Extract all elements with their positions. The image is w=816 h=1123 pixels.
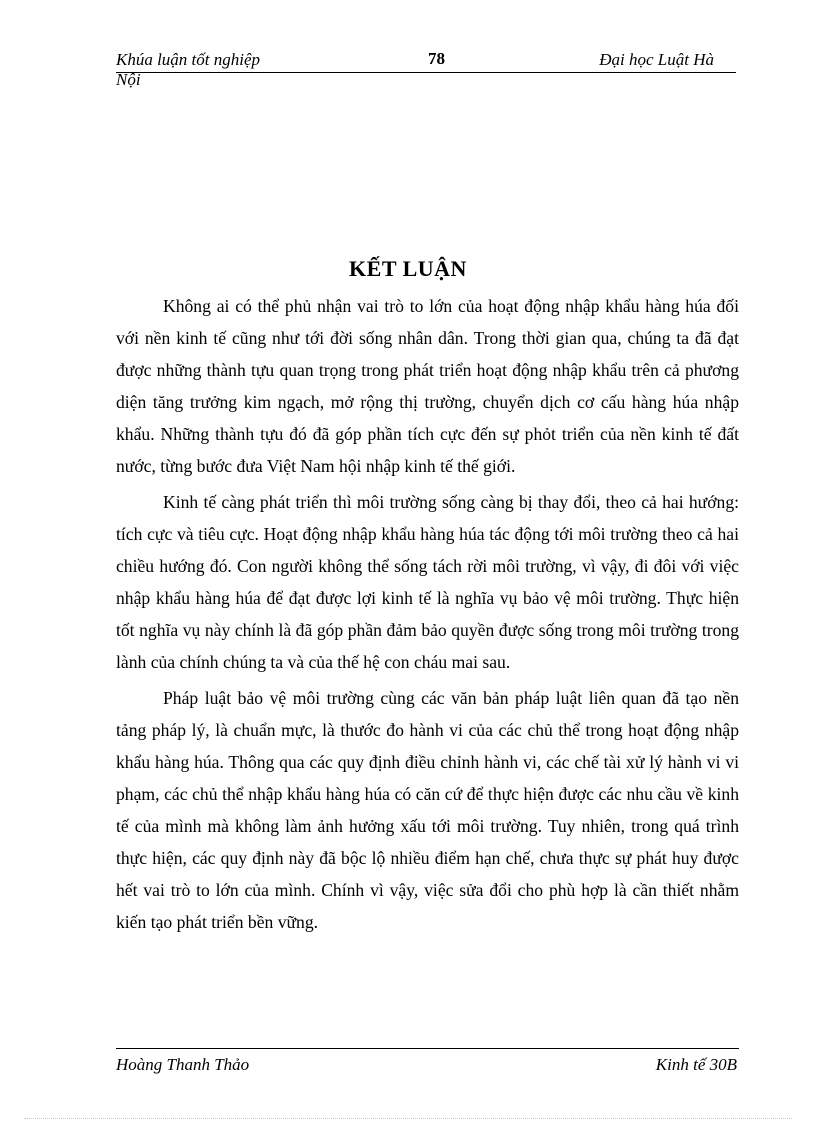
footer-class: Kinh tế 30B xyxy=(655,1055,737,1074)
body-text xyxy=(116,290,739,942)
section-title: KẾT LUẬN xyxy=(349,256,467,281)
page-footer xyxy=(116,1048,739,1077)
page-header xyxy=(116,48,736,73)
paragraph: Kinh tế càng phát triển thì môi trường sống càng bị thay đổi, theo cả hai hướng: tích cực và tiêu cực. Hoạt động nhập khẩu hàng húa tác động tới môi trường theo cả hai chiều hướng đó. Con người không thể sống tách rời môi trường, vì vậy, đi đôi với việc nhập khẩu hàng húa để đạt được lợi kinh tế là nghĩa vụ bảo vệ môi trường. Thực hiện tốt nghĩa vụ này chính là đã góp phần đảm bảo quyền được sống trong môi trường trong lành của chính chúng ta và của thế hệ con cháu mai sau. xyxy=(116,492,739,672)
header-thesis-label: Khúa luận tốt nghiệp xyxy=(116,50,261,69)
paragraph: Pháp luật bảo vệ môi trường cùng các văn bản pháp luật liên quan đã tạo nền tảng pháp lý, là chuẩn mực, là thước đo hành vi của các chủ thể trong hoạt động nhập khẩu hàng húa. Thông qua các quy định điều chỉnh hành vi, các chế tài xử lý hành vi vi phạm, các chủ thể nhập khẩu hàng húa có căn cứ để thực hiện được các nhu cầu về kinh tế của mình mà không làm ảnh hưởng xấu tới môi trường. Tuy nhiên, trong quá trình thực hiện, các quy định này đã bộc lộ nhiều điểm hạn chế, chưa thực sự phát huy được hết vai trò to lớn của mình. Chính vì vậy, việc sửa đổi cho phù hợp là cần thiết nhằm kiến tạo phát triển bền vững. xyxy=(116,688,739,932)
paragraph: Không ai có thể phủ nhận vai trò to lớn của hoạt động nhập khẩu hàng húa đối với nền kinh tế cũng như tới đời sống nhân dân. Trong thời gian qua, chúng ta đã đạt được những thành tựu quan trọng trong phát triển hoạt động nhập khẩu trên cả phương diện tăng trưởng kim ngạch, mở rộng thị trường, chuyển dịch cơ cấu hàng húa nhập khẩu. Những thành tựu đó đã góp phần tích cực đến sự phỏt triển của nền kinh tế đất nước, từng bước đưa Việt Nam hội nhập kinh tế thế giới. xyxy=(116,296,739,476)
page-edge-divider xyxy=(24,1118,792,1119)
header-university-wrap: Nội xyxy=(116,70,141,89)
page-number: 78 xyxy=(428,49,445,68)
footer-author: Hoàng Thanh Thảo xyxy=(116,1055,250,1074)
header-university: Đại học Luật Hà xyxy=(599,50,714,69)
